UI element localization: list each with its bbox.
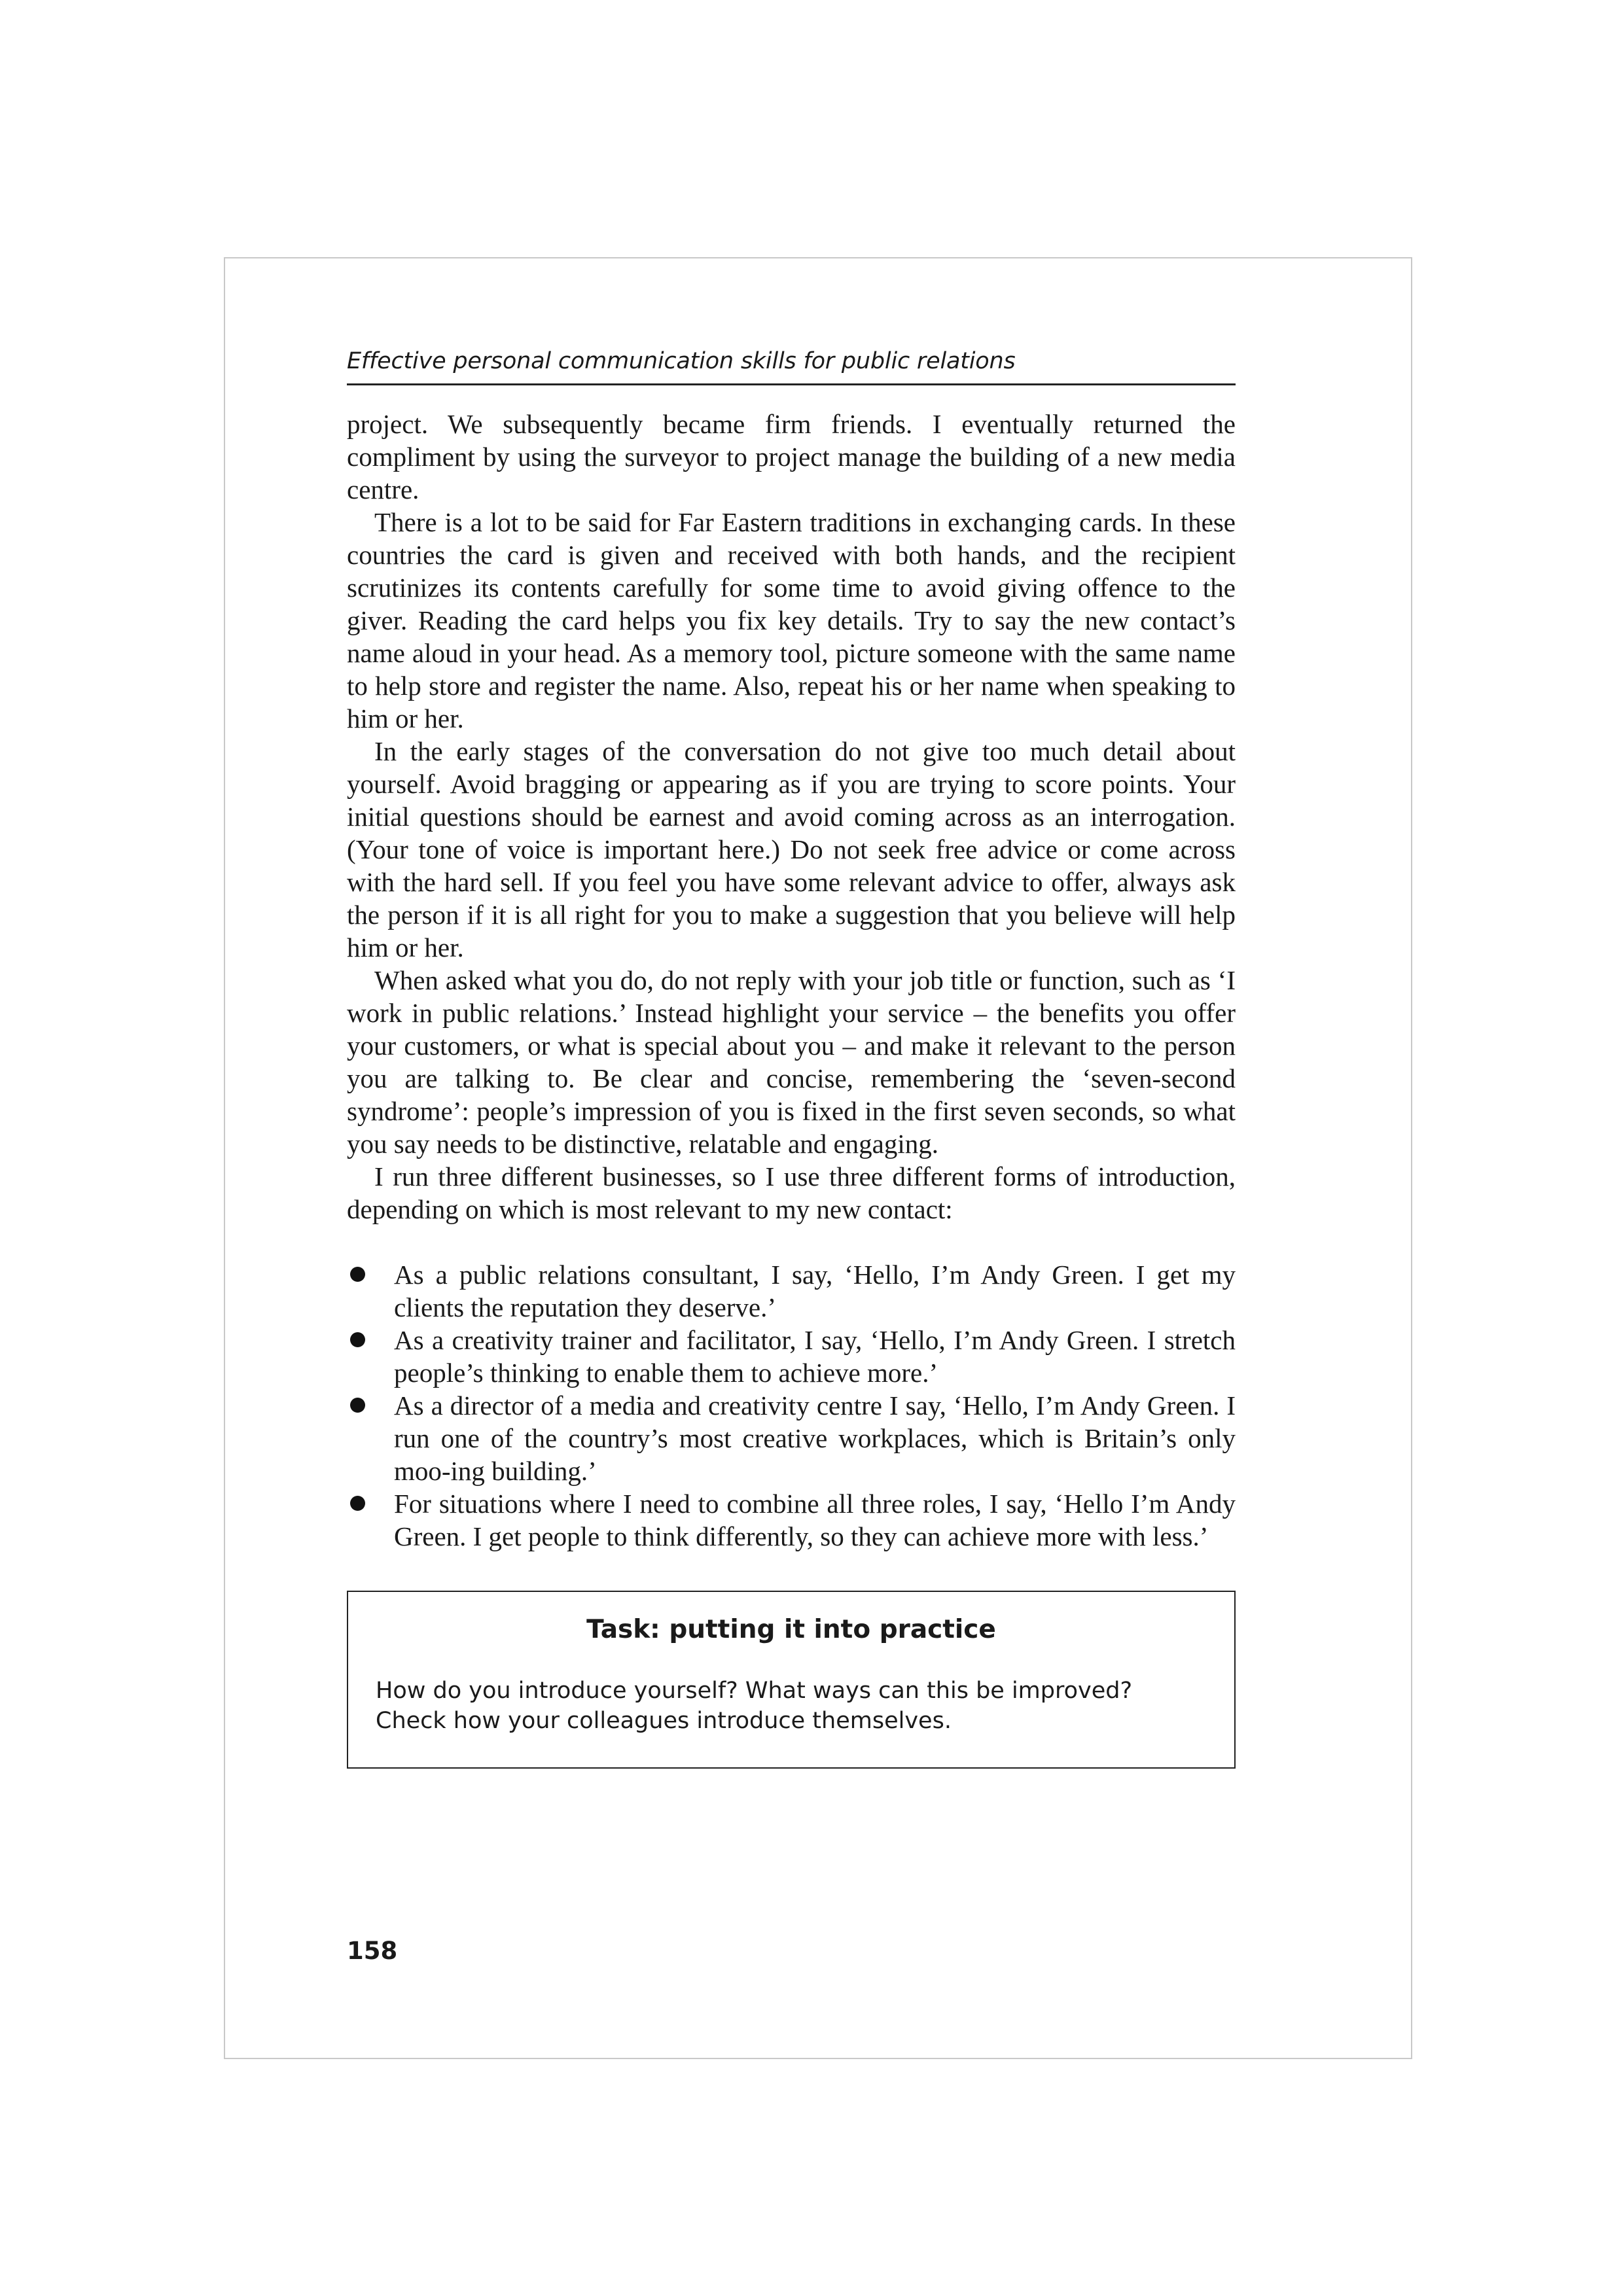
bullet-icon [350,1267,365,1282]
page-number: 158 [347,1937,398,1965]
list-item-text: As a public relations consultant, I say, ‘Hello, I’m Andy Green. I get my clients the reputation they deserve.’ [394,1260,1236,1322]
list-item [347,1389,1236,1487]
paragraph: project. We subsequently became firm friends. I eventually returned the compliment by using the surveyor to project manage the building of a new media centre. [347,409,1236,504]
body-text [347,408,1236,1226]
task-box [347,1591,1236,1769]
paragraph: In the early stages of the conversation do not give too much detail about yourself. Avoid bragging or appearing as if you are trying to score points. Your initial questions should be earnest and avoid coming across as an interrogation. (Your tone of voice is important here.) Do not seek free advice or come across with the hard sell. If you feel you have some relevant advice to offer, always ask the person if it is all right for you to make a suggestion that you believe will help him or her. [347,736,1236,963]
list-item [347,1258,1236,1324]
paragraph: There is a lot to be said for Far Eastern traditions in exchanging cards. In these countries the card is given and received with both hands, and the recipient scrutinizes its contents carefully for some time to avoid giving offence to the giver. Reading the card helps you fix key details. Try to say the new contact’s name aloud in your head. As a memory tool, picture someone with the same name to help store and register the name. Also, repeat his or her name when speaking to him or her. [347,507,1236,733]
list-item [347,1324,1236,1389]
list-item-text: As a creativity trainer and facilitator, I say, ‘Hello, I’m Andy Green. I stretch people’s thinking to enable them to achieve more.’ [394,1325,1236,1388]
bullet-list [347,1258,1236,1553]
list-item-text: For situations where I need to combine all three roles, I say, ‘Hello I’m Andy Green. I get people to think differently, so they can achieve more with less.’ [394,1489,1236,1551]
bullet-icon [350,1332,365,1347]
task-text: How do you introduce yourself? What ways can this be improved? Check how your colleagues introduce themselves. [376,1678,1133,1734]
running-head: Effective personal communication skills for public relations [347,347,1236,385]
bullet-icon [350,1398,365,1413]
paragraph: When asked what you do, do not reply with your job title or function, such as ‘I work in public relations.’ Instead highlight your service – the benefits you offer your customers, or what is special about you – and make it relevant to the person you are talking to. Be clear and concise, remembering the ‘seven-second syndrome’: people’s impression of you is fixed in the first seven seconds, so what you say needs to be distinctive, relatable and engaging. [347,965,1236,1159]
page-content [347,347,1236,1769]
bullet-icon [350,1496,365,1511]
task-title: Task: putting it into practice [586,1615,996,1644]
paragraph: I run three different businesses, so I use three different forms of introduction, depending on which is most relevant to my new contact: [347,1161,1236,1224]
list-item [347,1487,1236,1553]
list-item-text: As a director of a media and creativity centre I say, ‘Hello, I’m Andy Green. I run one of the country’s most creative workplaces, which is Britain’s only moo-ing building.’ [394,1390,1236,1486]
